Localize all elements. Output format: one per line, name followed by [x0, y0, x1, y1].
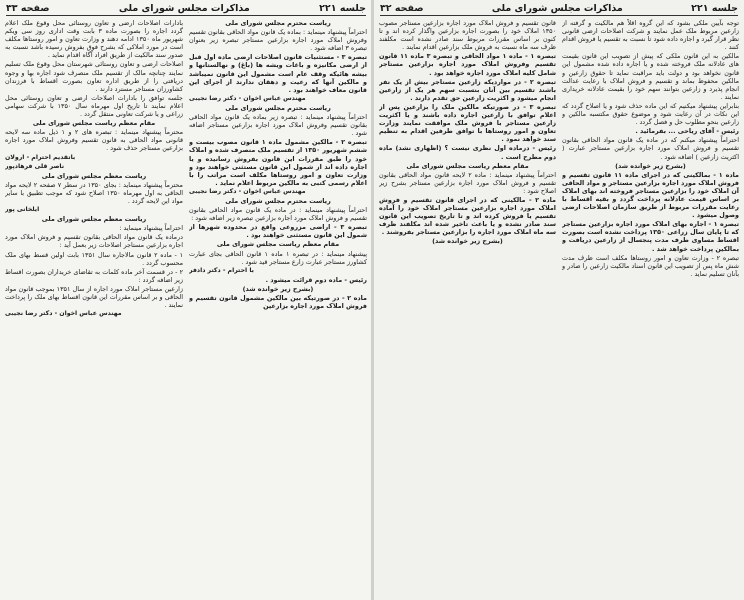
paragraph: تبصره ۲ - در مواردیکه زارعین مستاجر بیش از یک نفر باشند تقسیم بین آنان بنسبت سهم هر یک از زارعین انجام میشود و اکثریت زارعین حق تقدم دارند . — [379, 77, 556, 102]
section-heading: ریاست محترم مجلس شورای ملی — [225, 196, 331, 205]
paragraph: احتراماً پیشنهاد میکنم که در ماده یک قانون مواد الحاقی بقانون تقسیم و فروش املاک مورد اجاره بزارعین مستاجر عبارت ( اکثریت زارعین ) اضافه شود . — [562, 136, 739, 161]
signature-line: ایلخانی پور — [5, 206, 40, 214]
paragraph: محترماً پیشنهاد مینماید : تبصره های ۲ و ۱ ذیل ماده سه لایحه قانونی مواد الحاقی به قانون تقسیم وفروش املاک مورد اجاره بزارعین مستاجر حذف شود . — [5, 128, 183, 153]
paragraph: ماده ۱ - بمالکینی که در اجرای ماده ۱۱ قانون تقسیم و فروش املاک مورد اجاره بزارعین مستاجر و مواد الحاقی آن املاک خود را بزارعین مستاجر فروخته اند بهای املاک بر اساس قیمت عادلانه پرداخت گردد و بقیه اقساط با رعایت مقررات مربوط از طریق سازمان اصلاحات ارضی وصول میشود . — [562, 170, 739, 220]
section-heading: (بشرح زیر خوانده شد) — [432, 237, 503, 246]
right-page-number: صفحه ۳۲ — [380, 3, 424, 14]
paragraph: ماده ۲ - در صورتیکه بین مالکین مشمول قانون تقسیم و فروش املاک مورد اجاره بزارعین — [189, 294, 367, 311]
paragraph: جلسه توافق را بادارات اصلاحات ارضی و تعاون روستائی محل اعلام نمایند تا تاریخ اول مهرماه سال ۱۳۵۰ با شرکت سهامی زراعی و یا شرکت تعاونی منتقل گردد . — [5, 93, 183, 119]
section-heading: مقام معظم ریاست مجلس شورای ملی — [32, 119, 156, 128]
section-heading: مقام معظم ریاست مجلس شورای ملی — [406, 161, 529, 170]
signature-line: مهندس عباس اخوان - دکتر رضا نجیبی — [5, 310, 122, 318]
right-page-column-left — [379, 19, 556, 598]
section-heading: (بشرح زیر خوانده شد) — [242, 284, 314, 293]
paragraph: ماده ۲ - مالکینی که در اجرای قانون تقسیم و فروش املاک مورد اجاره بزارعین مستاجر املاک خود را آماده تقسیم یا فروش کرده اند و تا تاریخ تصویب این قانون سند صادر نشده و یا باعث تاخیر شده اند مکلفند ظرف سه ماه املاک مورد اجاره را بزارعین مستاجر بفروشند . — [379, 195, 556, 237]
right-page-column-right — [562, 19, 739, 598]
paragraph: بنابراین پیشنهاد میکنیم که این ماده حذف شود و یا اصلاح گردد که این نکات در آن رعایت شود و موضوع حقوق مکتسبه مالکین و زارعین بنحو مطلوب حل و فصل گردد . — [562, 101, 739, 127]
paragraph: مالکین به این قانون ملکی که پیش از تصویب این قانون بقیمت های عادلانه ملک فروخته شده و یا اجاره داده شده مشمول این قانون نخواهد بود و دولت باید مراقبت نماید تا حقوق زارعین و مالکین محفوظ بماند و تقسیم و فروش املاک با رعایت عدالت انجام پذیرد و زارعین بتوانند سهم خود را بقیمت عادلانه خریداری نمایند . — [562, 52, 739, 101]
paragraph: تبصره ۳ - مستثنیات قانون اصلاحات ارضی ماده اول قبل از ارضی مکانیزه و باغات ویشه ها (باغ) و نهالستانها و بیشه هائیکه وقف عام است مشمول این قانون نمیباشد و مالکین آنها که رعیت و دهقان ندارند از اجرای این قانون معاف خواهند بود . — [189, 53, 367, 94]
section-heading: ریاست محترم مجلس شورای ملی — [225, 103, 331, 112]
left-page-header — [6, 2, 366, 16]
paragraph: پیشنهاد مینماید : در تبصره ۱ ماده ۱ قانون الحاقی بجای عبارت کشاورز مستاجر عبارت زارع مستاجر قید شود . — [189, 249, 367, 266]
section-heading: ریاست معظم مجلس شورای ملی — [41, 171, 147, 180]
right-session-label: جلسه ۲۲۱ — [691, 3, 738, 14]
left-page-columns — [5, 19, 367, 598]
signature-line: با احترام - دکتر دادفر — [189, 266, 254, 274]
paragraph: احتراماً پیشنهاد مینماید : تبصره زیر بماده یک قانون مواد الحاقی بقانون تقسیم وفروش املاک مورد اجاره بزارعین مستاجر اضافه شود . — [189, 113, 367, 138]
paragraph: احتراماً پیشنهاد مینماید : ماده ۲ لایحه قانون مواد الحاقی بقانون تقسیم و فروش املاک مورد اجاره بزارعین مستاجر بشرح زیر اصلاح شود : — [379, 170, 556, 195]
signature-line: ناصر قلی فرهادپور — [5, 162, 65, 170]
left-page-column-left — [5, 19, 183, 598]
section-heading: مقام معظم ریاست مجلس شورای ملی — [216, 240, 340, 249]
paragraph: احتراماً پیشنهاد مینماید : در ماده یک قانون مواد الحاقی بقانون تقسیم و فروش املاک مورد اجاره بزارعین تبصره زیر اضافه شود : — [189, 206, 367, 223]
right-page-header — [380, 2, 738, 16]
signature-line: مهندس عباس اخوان - دکتر رضا نجیبی — [189, 187, 306, 195]
paragraph: محترماً پیشنهاد مینماید : بجای ۱۳۵۰ در سطر ۷ صفحه ۲ لایحه مواد الحاقی به اول مهرماه ۱۳۵۰ اصلاح شود که موجب تطبیق با سایر مواد این لایحه گردد . — [5, 180, 183, 205]
paragraph: تبصره ۳ - در صورتیکه مالکین ملک را بزارعین پس از اعلام توافق با زارعین اجاره داده باشند و یا اکثریت زارعین مستاجر با فروش ملک موافقت نمایند وزارت تعاون و امور روستاها با توافق طرفین اقدام به تنظیم سند خواهد نمود . — [379, 102, 556, 144]
signature-line: مهندس عباس اخوان - دکتر رضا نجیبی — [189, 94, 306, 102]
left-page-title: مذاکرات مجلس شورای ملی — [118, 3, 250, 14]
right-page — [374, 0, 744, 600]
paragraph: توجه بآیین ملکی بشود که این گروه اقلاً هم مالکیت و گرفته از زارعین مربوط ملک عمل نمایند و شرکت اصلاحات ارضی قانونی نظر قرار گیرد و اجازه داده شود تا نسبت به تقسیم یا فروش اقدام کنند . — [562, 19, 739, 52]
paragraph: زارعین مستاجر املاک مورد اجاره از سال ۱۳۵۱ بموجب قانون مواد الحاقی و بر اساس مقررات این قانون اقساط بهای ملک را پرداخت نمایند . — [5, 284, 183, 310]
section-heading: ریاست معظم مجلس شورای ملی — [41, 215, 147, 224]
paragraph: رئیس - ماده دوم قرائت میشود . — [265, 275, 367, 284]
paragraph: احتراماً پیشنهاد مینماید : — [119, 224, 183, 233]
paragraph: قانون تقسیم و فروش املاک مورد اجاره بزارعین مستاجر مصوب ۱۳۵۰ املاک خود را بصورت اجاره بزارعین واگذار کرده اند و تا کنون بر اساس مقررات مربوط سند صادر نشده است مکلفند ظرف سه ماه نسبت به فروش ملک بزارعین اقدام نمایند . — [379, 19, 556, 52]
left-page-number: صفحه ۳۳ — [6, 3, 50, 14]
paragraph: تبصره ۱ - اجاره بهای املاک مورد اجاره بزارعین مستاجر که تا پایان سال زراعی ۱۳۵۰ پرداخت نشده است بصورت اقساط مساوی طرف مدت پنجسال از زارعین دریافت و بمالکین پرداخت خواهد شد . — [562, 220, 739, 253]
paragraph: تبصره ۱ - ماده ۱ مواد الحاقی و تبصره ۳ ماده ۱۱ قانون تقسیم وفروش املاک مورد اجاره بزارعین مستاجر شامل کلیه املاک مورد اجاره خواهد بود . — [379, 52, 556, 77]
paragraph: احتراماً پیشنهاد مینماید : بماده یک قانون مواد الحاقی بقانون تقسیم وفروش املاک مورد اجاره بزارعین مستاجر تبصره زیر بعنوان تبصره ۳ اضافه شود . — [189, 28, 367, 53]
paragraph: رئیس - درماده اول نظری نیست ؟ (اظهاری نشد) ماده دوم مطرح است . — [379, 144, 556, 161]
section-heading: (بشرح زیر خوانده شد) — [615, 161, 686, 170]
paragraph: رئیس - آقای ریاحی ... بفرمائید . — [635, 127, 739, 136]
signature-line: باتقدیم احترام - ارولان — [5, 153, 76, 161]
right-page-title: مذاکرات مجلس شورای ملی — [491, 3, 623, 14]
paragraph: تبصره ۲ - وزارت تعاون و امور روستاها مکلف است ظرف مدت شش ماه پس از تصویب این قانون اسناد مالکیت زارعین را صادر و بآنان تسلیم نماید . — [562, 253, 739, 278]
paragraph: تبصره ۲ - مالکین مشمول ماده ۱ قانون مصوب بیست و ششم شهریور ۱۳۵۰ از تقسیم ملک منصرف شده و املاک خود را طبق مقررات این قانون بفروش رسانیده و یا اجاره داده اند از شمول این قانون مستثنی خواهند بود و وزارت تعاون و امور روستاها مکلف است مراتب را با اعلام رسمی کتبی به مالکین مربوط اعلام نماید . — [189, 138, 367, 187]
paragraph: ۱ - ماده ۲ قانون مالاجاره سال ۱۳۵۱ بابت اولین قسط بهای ملک محسوب گردد . — [5, 250, 183, 267]
right-page-columns — [379, 19, 739, 598]
paragraph: اصلاحات ارضی و تعاون روستائی شهرستان محل وقوع ملک تسلیم نمایند چنانچه مالک از تقسیم ملک منصرف شود اجاره بها و وجوه دریافتی را از طریق اداره تعاون بصورت اقساط با فرزندان کشاورزان مستاجر مسترد دارند . — [5, 60, 183, 93]
paragraph: تبصره ۳ - اراضی مزروعی واقع در محدوده شهرها از شمول این قانون مستثنی خواهند بود . — [189, 223, 367, 240]
left-session-label: جلسه ۲۲۱ — [319, 3, 366, 14]
section-heading: ریاست محترم مجلس شورای ملی — [225, 19, 331, 27]
paragraph: بادارات اصلاحات ارضی و تعاون روستائی محل وقوع ملک اعلام گردد اجاره را بصورت ماده ۳ بابت وقت اداری روز سی ویکم شهریور ماه ۱۳۵۰ ادامه دهند و وزارت تعاون و امور روستاها مکلف است در مورد املاکی که بشرح فوق بفروش رسیده باشد نسبت به صدور سند مالکیت از طریق افراد آگاه اقدام نماید . — [5, 19, 183, 60]
paragraph: درماده یک قانون مواد الحاقی بقانون تقسیم و فروش املاک مورد اجاره بزارعین مستاجر اصلاحات زیر بعمل آید : — [5, 233, 183, 250]
left-page-column-right — [189, 19, 367, 598]
paragraph: ۲ - در قسمت آخر ماده کلمات به تقاضای خریداران بصورت اقساط زیر اضافه گردد : — [5, 267, 183, 284]
